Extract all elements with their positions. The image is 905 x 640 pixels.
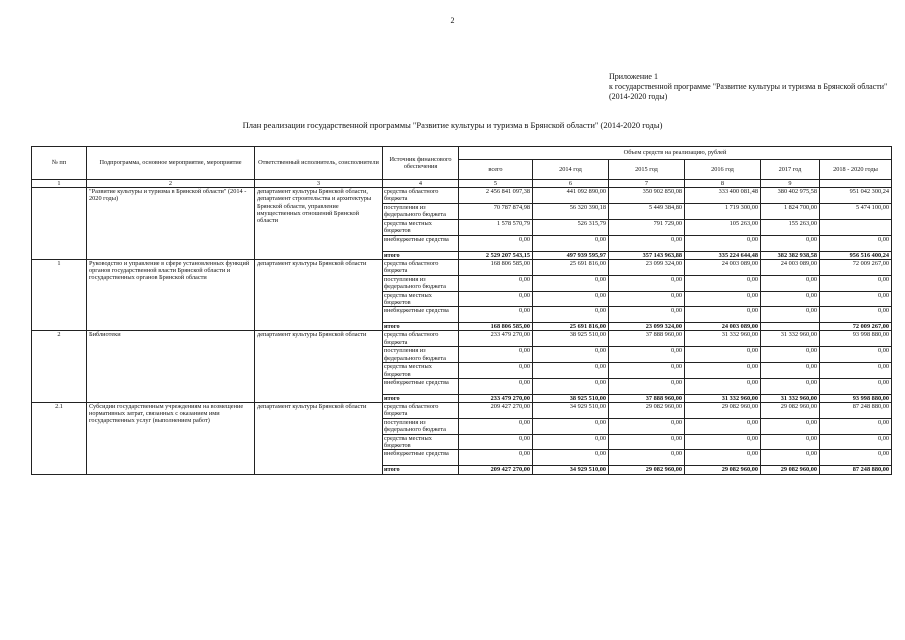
amount-cell: 29 082 960,00 [761,466,820,474]
header-2016: 2016 год [685,160,761,180]
funding-source: средства областного бюджета [383,188,459,204]
amount-cell: 0,00 [820,235,892,251]
funding-source: внебюджетные средства [383,307,459,323]
amount-cell: 0,00 [459,235,533,251]
amount-cell: 0,00 [761,275,820,291]
amount-cell: 0,00 [820,275,892,291]
amount-cell: 38 925 510,00 [533,331,609,347]
amount-cell: 350 902 850,08 [609,188,685,204]
funding-source: итого [383,466,459,474]
amount-cell: 93 998 880,00 [820,394,892,402]
amount-cell: 497 939 595,97 [533,251,609,259]
header-total: всего [459,160,533,180]
amount-cell: 24 003 089,00 [761,259,820,275]
executor: департамент культуры Брянской области [255,331,383,403]
amount-cell: 380 402 975,58 [761,188,820,204]
col-number: 2 [87,180,255,188]
amount-cell: 209 427 270,00 [459,403,533,419]
amount-cell: 5 449 384,80 [609,204,685,220]
executor: департамент культуры Брянской области [255,403,383,475]
funding-source: средства местных бюджетов [383,291,459,306]
amount-cell: 0,00 [459,378,533,394]
table-row [32,188,892,204]
amount-cell: 87 248 880,00 [820,403,892,419]
funding-source: средства местных бюджетов [383,435,459,450]
amount-cell: 0,00 [533,419,609,435]
amount-cell: 233 479 270,00 [459,394,533,402]
col-number: 3 [255,180,383,188]
amount-cell: 0,00 [609,235,685,251]
amount-cell: 31 332 960,00 [685,331,761,347]
amount-cell: 0,00 [761,363,820,378]
header-program: Подпрограмма, основное мероприятие, мероприятие [87,147,255,180]
header-2015: 2015 год [609,160,685,180]
amount-cell: 0,00 [609,435,685,450]
header-no: № пп [32,147,87,180]
col-number: 5 [459,180,533,188]
amount-cell: 29 082 960,00 [685,466,761,474]
amount-cell: 0,00 [685,435,761,450]
funding-source: итого [383,251,459,259]
program-name: Руководство и управление в сфере установленных функций органов государственной власти Брянской области и государственных органов Брянской области [87,259,255,331]
amount-cell: 168 806 585,00 [459,259,533,275]
program-name: "Развитие культуры и туризма в Брянской области" (2014 - 2020 годы) [87,188,255,260]
amount-cell: 0,00 [459,347,533,363]
amount-cell: 1 824 700,00 [761,204,820,220]
amount-cell: 0,00 [533,378,609,394]
amount-cell: 87 248 880,00 [820,466,892,474]
col-number: 6 [533,180,609,188]
amount-cell: 0,00 [820,450,892,466]
amount-cell: 37 888 960,00 [609,394,685,402]
amount-cell: 24 003 089,00 [685,323,761,331]
amount-cell: 0,00 [609,291,685,306]
funding-source: поступления из федерального бюджета [383,419,459,435]
amount-cell: 0,00 [533,435,609,450]
table-row [32,259,892,275]
amount-cell: 31 332 960,00 [761,331,820,347]
amount-cell: 0,00 [820,291,892,306]
header-source: Источник финансового обеспечения [383,147,459,180]
amount-cell: 25 691 816,00 [533,323,609,331]
amount-cell: 56 320 390,18 [533,204,609,220]
amount-cell: 0,00 [820,307,892,323]
amount-cell: 29 082 960,00 [761,403,820,419]
amount-cell: 31 332 960,00 [685,394,761,402]
amount-cell [820,220,892,235]
executor: департамент культуры Брянской области [255,259,383,331]
col-number: 4 [383,180,459,188]
amount-cell: 0,00 [761,378,820,394]
amount-cell: 0,00 [820,378,892,394]
amount-cell: 0,00 [761,450,820,466]
amount-cell: 0,00 [459,450,533,466]
amount-cell: 0,00 [459,363,533,378]
amount-cell: 0,00 [820,435,892,450]
amount-cell: 72 009 267,00 [820,323,892,331]
funding-source: средства местных бюджетов [383,363,459,378]
column-number-row [32,180,892,188]
document-title: План реализации государственной программы "Развитие культуры и туризма в Брянской области" (2014-2020 годы) [242,120,663,130]
amount-cell: 155 263,00 [761,220,820,235]
col-number: 8 [685,180,761,188]
amount-cell: 0,00 [609,450,685,466]
amount-cell: 0,00 [459,291,533,306]
amount-cell: 335 224 644,48 [685,251,761,259]
amount-cell: 23 099 324,00 [609,259,685,275]
funding-source: средства областного бюджета [383,331,459,347]
amount-cell: 333 400 081,48 [685,188,761,204]
amount-cell: 0,00 [685,347,761,363]
amount-cell [761,323,820,331]
funding-source: внебюджетные средства [383,235,459,251]
amount-cell: 0,00 [761,235,820,251]
appendix-line1: Приложение 1 [609,72,658,81]
row-number: 1 [32,259,87,331]
page-number: 2 [450,16,455,25]
amount-cell: 34 929 510,00 [533,466,609,474]
amount-cell: 0,00 [761,307,820,323]
col-number [820,180,892,188]
amount-cell: 72 009 267,00 [820,259,892,275]
amount-cell: 0,00 [820,347,892,363]
amount-cell: 0,00 [459,419,533,435]
amount-cell: 34 929 510,00 [533,403,609,419]
amount-cell: 24 003 089,00 [685,259,761,275]
amount-cell: 0,00 [685,378,761,394]
amount-cell: 0,00 [459,435,533,450]
amount-cell: 0,00 [685,307,761,323]
amount-cell: 0,00 [609,347,685,363]
header-2018-2020: 2018 - 2020 годы [820,160,892,180]
funding-source: внебюджетные средства [383,450,459,466]
amount-cell: 0,00 [459,275,533,291]
amount-cell: 0,00 [820,419,892,435]
executor: департамент культуры Брянской области, департамент строительства и архитектуры Брянской области, управление имущественных отношений Брянской области [255,188,383,260]
amount-cell: 1 578 570,79 [459,220,533,235]
amount-cell: 0,00 [609,363,685,378]
funding-source: внебюджетные средства [383,378,459,394]
row-number: 2.1 [32,403,87,475]
amount-cell: 0,00 [533,450,609,466]
amount-cell: 0,00 [685,275,761,291]
amount-cell: 0,00 [609,275,685,291]
col-number: 9 [761,180,820,188]
amount-cell: 0,00 [685,235,761,251]
amount-cell: 0,00 [761,291,820,306]
appendix-line2: к государственной программе "Развитие культуры и туризма в Брянской области" (2014-2020 годы) [609,82,888,101]
funding-source: поступления из федерального бюджета [383,347,459,363]
funding-source: средства местных бюджетов [383,220,459,235]
amount-cell: 0,00 [761,435,820,450]
header-executor: Ответственный исполнитель, соисполнители [255,147,383,180]
amount-cell: 105 263,00 [685,220,761,235]
amount-cell: 526 315,79 [533,220,609,235]
funding-source: поступления из федерального бюджета [383,204,459,220]
amount-cell: 1 719 300,00 [685,204,761,220]
amount-cell: 5 474 100,00 [820,204,892,220]
appendix-note [609,72,899,102]
amount-cell: 0,00 [609,307,685,323]
amount-cell: 29 082 960,00 [685,403,761,419]
amount-cell: 0,00 [609,378,685,394]
amount-cell: 37 888 960,00 [609,331,685,347]
program-name: Субсидии государственным учреждениям на возмещение нормативных затрат, связанных с оказанием ими государственных услуг (выполнением работ) [87,403,255,475]
amount-cell: 31 332 960,00 [761,394,820,402]
funding-source: итого [383,394,459,402]
amount-cell: 0,00 [533,307,609,323]
row-number: 2 [32,331,87,403]
amount-cell: 0,00 [685,363,761,378]
funding-source: итого [383,323,459,331]
funding-source: средства областного бюджета [383,259,459,275]
amount-cell: 0,00 [533,347,609,363]
amount-cell: 23 099 324,00 [609,323,685,331]
col-number: 1 [32,180,87,188]
amount-cell: 0,00 [533,235,609,251]
row-number [32,188,87,260]
amount-cell: 2 529 207 543,15 [459,251,533,259]
amount-cell: 0,00 [761,419,820,435]
col-number: 7 [609,180,685,188]
plan-table [31,146,892,475]
amount-cell: 0,00 [533,275,609,291]
amount-cell: 0,00 [761,347,820,363]
amount-cell: 38 925 510,00 [533,394,609,402]
amount-cell: 441 092 890,00 [533,188,609,204]
amount-cell: 382 382 938,58 [761,251,820,259]
amount-cell: 2 456 841 097,38 [459,188,533,204]
amount-cell: 25 691 816,00 [533,259,609,275]
amount-cell: 0,00 [533,291,609,306]
amount-cell: 0,00 [459,307,533,323]
amount-cell: 951 042 300,24 [820,188,892,204]
amount-cell: 0,00 [685,450,761,466]
amount-cell: 93 998 880,00 [820,331,892,347]
amount-cell: 70 787 874,98 [459,204,533,220]
funding-source: поступления из федерального бюджета [383,275,459,291]
funding-source: средства областного бюджета [383,403,459,419]
program-name: Библиотеки [87,331,255,403]
amount-cell: 233 479 270,00 [459,331,533,347]
amount-cell: 0,00 [533,363,609,378]
amount-cell: 29 082 960,00 [609,466,685,474]
amount-cell: 0,00 [685,291,761,306]
table-row [32,403,892,419]
amount-cell: 357 143 963,88 [609,251,685,259]
amount-cell: 0,00 [609,419,685,435]
header-volume: Объем средств на реализацию, рублей [459,147,892,160]
amount-cell: 168 806 585,00 [459,323,533,331]
header-2014: 2014 год [533,160,609,180]
amount-cell: 0,00 [685,419,761,435]
table-row [32,331,892,347]
table-body [32,188,892,474]
amount-cell: 0,00 [820,363,892,378]
amount-cell: 956 516 400,24 [820,251,892,259]
header-2017: 2017 год [761,160,820,180]
amount-cell: 791 729,00 [609,220,685,235]
amount-cell: 209 427 270,00 [459,466,533,474]
amount-cell: 29 082 960,00 [609,403,685,419]
